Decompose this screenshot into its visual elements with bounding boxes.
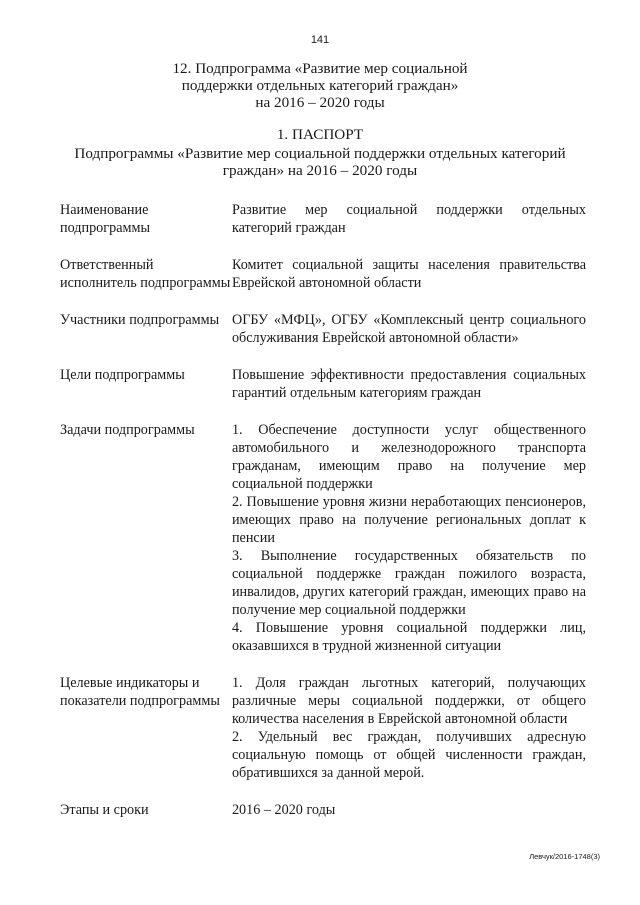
row-label: Задачи подпрограммы xyxy=(60,422,195,438)
value-paragraph: ОГБУ «МФЦ», ОГБУ «Комплексный центр социального обслуживания Еврейской автономной области» xyxy=(231,312,586,346)
passport-table xyxy=(60,201,586,819)
value-paragraph: 3. Выполнение государственных обязательств по социальной поддержке граждан пожилого возраста, инвалидов, других категорий граждан, имеющих право на получение мер социальной поддержки xyxy=(231,548,586,618)
table-row xyxy=(60,311,586,366)
subtitle-line: граждан» на 2016 – 2020 годы xyxy=(222,162,418,179)
value-paragraph: Развитие мер социальной поддержки отдельных категорий граждан xyxy=(231,202,586,236)
subprogram-title xyxy=(40,60,600,111)
row-value xyxy=(232,674,586,801)
title-line: поддержки отдельных категорий граждан» xyxy=(181,77,459,94)
table-row xyxy=(60,801,586,819)
title-line: на 2016 – 2020 годы xyxy=(255,94,385,111)
row-value xyxy=(232,366,586,421)
table-row xyxy=(60,201,586,256)
row-label: Участники подпрограммы xyxy=(60,312,220,328)
row-label: Наименование подпрограммы xyxy=(60,202,150,236)
page-number: 141 xyxy=(310,34,330,46)
row-label: Целевые индикаторы и показатели подпрограммы xyxy=(60,675,220,709)
value-paragraph: 2. Удельный вес граждан, получивших адресную социальную помощь от общей численности граждан, обратившихся за данной мерой. xyxy=(231,729,586,781)
value-paragraph: 1. Доля граждан льготных категорий, получающих различные меры социальной поддержки, от общего количества населения в Еврейской автономной области xyxy=(231,675,586,727)
value-paragraph: 4. Повышение уровня социальной поддержки лиц, оказавшихся в трудной жизненной ситуации xyxy=(231,620,586,654)
section-title: 1. ПАСПОРТ xyxy=(276,126,364,143)
table-row xyxy=(60,256,586,311)
row-label: Цели подпрограммы xyxy=(60,367,185,383)
title-line: 12. Подпрограмма «Развитие мер социальной xyxy=(172,60,468,77)
value-paragraph: Повышение эффективности предоставления социальных гарантий отдельным категориям граждан xyxy=(231,367,586,401)
value-paragraph: 2016 – 2020 годы xyxy=(231,802,336,818)
row-value xyxy=(232,256,586,311)
table-row xyxy=(60,366,586,421)
row-label: Ответственный исполнитель подпрограммы xyxy=(60,257,231,291)
row-value xyxy=(232,801,586,819)
table-row xyxy=(60,674,586,801)
value-paragraph: 1. Обеспечение доступности услуг общественного автомобильного и железнодорожного транспорта гражданам, имеющим право на получение мер социальной поддержки xyxy=(231,422,586,492)
row-value xyxy=(232,311,586,366)
document-footer-code: Левчук/2016-1748(3) xyxy=(529,852,600,861)
table-row xyxy=(60,421,586,674)
row-value xyxy=(232,201,586,256)
value-paragraph: 2. Повышение уровня жизни неработающих пенсионеров, имеющих право на получение региональных доплат к пенсии xyxy=(231,494,586,546)
row-label: Этапы и сроки xyxy=(60,802,149,818)
value-paragraph: Комитет социальной защиты населения правительства Еврейской автономной области xyxy=(231,257,586,291)
row-value xyxy=(232,421,586,674)
passport-subtitle xyxy=(40,145,600,179)
subtitle-line: Подпрограммы «Развитие мер социальной поддержки отдельных категорий xyxy=(74,145,566,162)
